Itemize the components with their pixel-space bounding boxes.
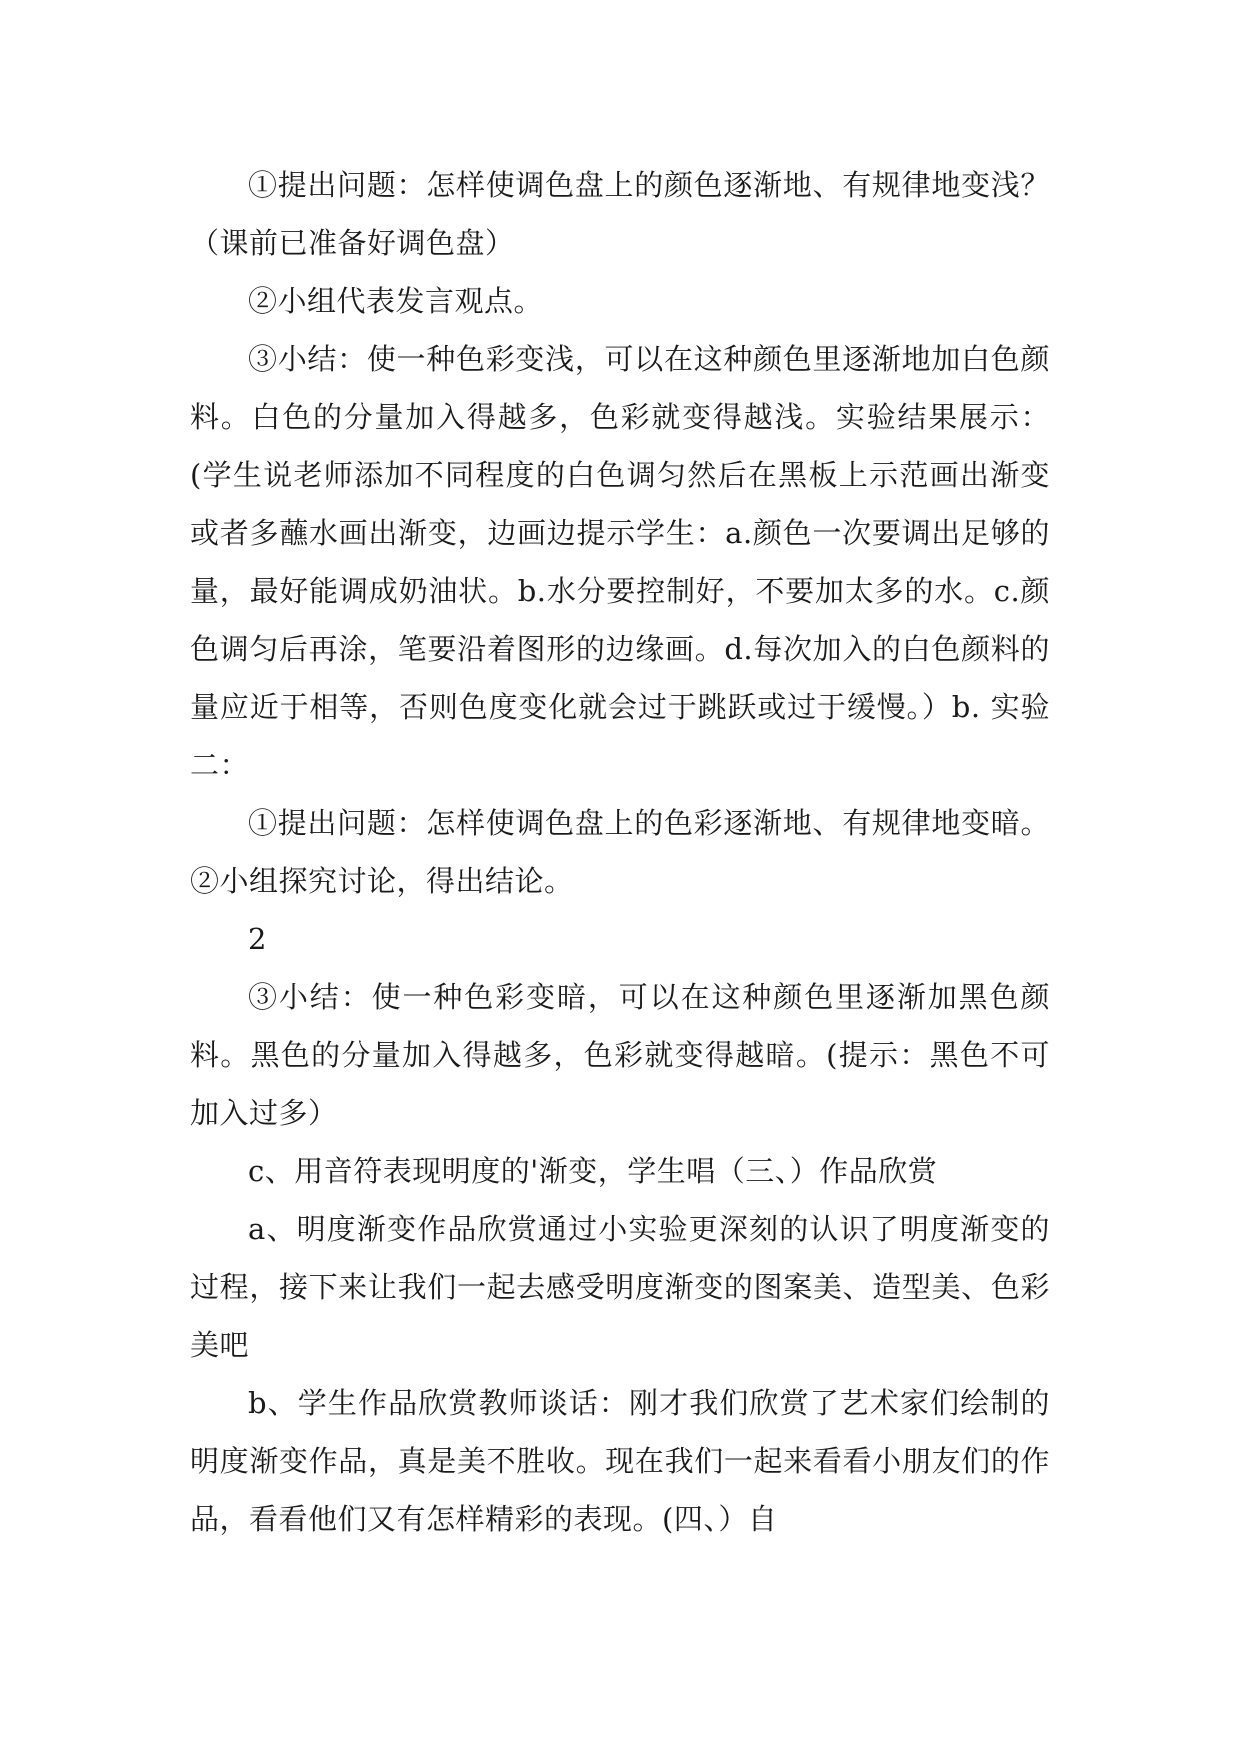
paragraph-music-gradient: c、用音符表现明度的'渐变，学生唱（三、）作品欣赏 (248, 1154, 938, 1188)
paragraph-summary-darken: ③小结：使一种色彩变暗，可以在这种颜色里逐渐加黑色颜料。黑色的分量加入得越多，色彩就变得越暗。(提示：黑色不可加入过多） (190, 980, 1050, 1130)
paragraph-group-speak: ②小组代表发言观点。 (248, 284, 544, 318)
paragraph-question-lighten: ①提出问题：怎样使调色盘上的颜色逐渐地、有规律地变浅？（课前已准备好调色盘） (190, 168, 1050, 260)
paragraph-question-darken: ①提出问题：怎样使调色盘上的色彩逐渐地、有规律地变暗。②小组探究讨论，得出结论。 (190, 806, 1050, 898)
paragraph-summary-lighten: ③小结：使一种色彩变浅，可以在这种颜色里逐渐地加白色颜料。白色的分量加入得越多，色彩就变得越浅。实验结果展示：(学生说老师添加不同程度的白色调匀然后在黑板上示范画出渐变或者多蘸水画出渐变，边画边提示学生：a.颜色一次要调出足够的量，最好能调成奶油状。b.水分要控制好，不要加太多的水。c.颜色调匀后再涂，笔要沿着图形的边缘画。d.每次加入的白色颜料的量应近于相等，否则色度变化就会过于跳跃或过于缓慢。）b. 实验二： (190, 342, 1050, 782)
paragraph-artwork-appreciation: a、明度渐变作品欣赏通过小实验更深刻的认识了明度渐变的过程，接下来让我们一起去感受明度渐变的图案美、造型美、色彩美吧 (190, 1212, 1050, 1362)
page-number: 2 (248, 922, 267, 956)
document-body (190, 156, 1050, 1548)
paragraph-student-works: b、学生作品欣赏教师谈话：刚才我们欣赏了艺术家们绘制的明度渐变作品，真是美不胜收。现在我们一起来看看小朋友们的作品，看看他们又有怎样精彩的表现。(四、）自 (190, 1386, 1050, 1536)
